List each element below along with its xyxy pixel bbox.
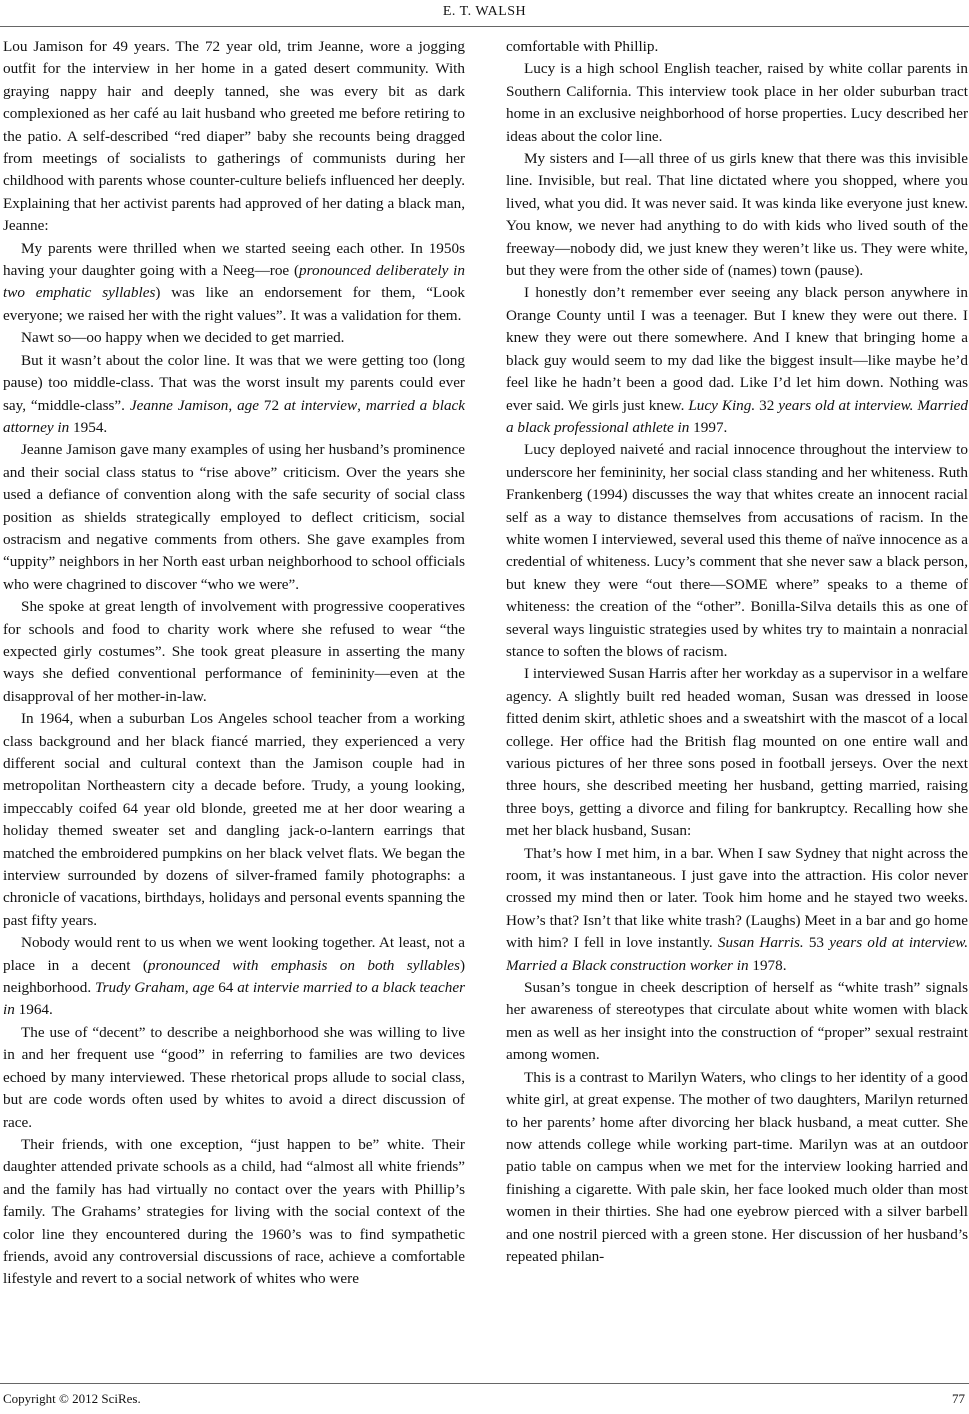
right-column <box>506 36 968 1268</box>
quote-paragraph: My sisters and I—all three of us girls knew that there was this invisible line. Invisible, but real. That line dictated where you shopped, where you lived, what you did. It was never said. It was kinda like everyone just knew. You know, we never had anything to do with kids who lived south of the freeway—nobody did, we just knew they weren’t like us. They were white, but they were from the other side of (names) town (pause). <box>506 150 968 280</box>
paragraph: I interviewed Susan Harris after her workday as a supervisor in a welfare agency. A slightly built red headed woman, Susan was dressed in loose fitted denim skirt, athletic shoes and a sweatshirt with the mascot of a local college. Her office had the British flag mounted on one entire wall and various pictures of her three sons posed in football jerseys. Over the next three hours, she described meeting her husband, getting married, raising three boys, getting a divorce and filing for bankruptcy. Recalling how she met her black husband, Susan: <box>506 665 968 840</box>
paragraph: Lou Jamison for 49 years. The 72 year old, trim Jeanne, wore a jogging outfit for the interview in her home in a gated desert community. With graying nappy hair and deeply tanned, she was every bit as dark complexioned as her café au lait husband who greeted me before retiring to the patio. A self-described “red diaper” baby she recounts being dragged from meetings of socialists to gatherings of communists during her childhood with parents whose counter-culture beliefs influenced her deeply. Explaining that her activist parents had approved of her dating a black man, Jeanne: <box>3 38 465 235</box>
paragraph: She spoke at great length of involvement with progressive cooperatives for schools and food to charity work where she refused to wear “the expected girly costumes”. She took great pleasure in asserting the many ways she defied conventional performance of femininity—even at the disapproval of her mother-in-law. <box>3 598 465 705</box>
left-column <box>3 36 465 1291</box>
footer-rule <box>0 1383 969 1384</box>
quote-paragraph: My parents were thrilled when we started seeing each other. In 1950s having your daughter going with a Neeg—roe (pronounced deliberately in two emphatic syllables) was like an endorsement for them, “Look everyone; we raised her with the right values”. It was a validation for them. <box>3 239 465 324</box>
quote-paragraph: Nawt so—oo happy when we decided to get married. <box>21 329 345 347</box>
paragraph: This is a contrast to Marilyn Waters, who clings to her identity of a good white girl, at great expense. The mother of two daughters, Marilyn returned to her parents’ home after divorcing her black husband, a meat cutter. She now attends college while working part-time. Marilyn was at an outdoor patio table on campus when we met for the interview looking harried and finishing a cigarette. With pale skin, her face looked much older than most women in their thirties. She had one eyebrow pierced with a silver barbell and one nostril pierced with a green stone. Her discussion of her husband’s repeated philan- <box>506 1068 968 1265</box>
paragraph: The use of “decent” to describe a neighborhood she was willing to live in and her frequent use “good” in referring to families are two devices echoed by many interviewed. These rhetorical props allude to social class, but are code words often used by whites to avoid a direct discussion of race. <box>3 1023 465 1131</box>
page-number: 77 <box>952 1391 965 1406</box>
quote-paragraph: Nobody would rent to us when we went looking together. At least, not a place in a decent (pronounced with emphasis on both syllables) neighborhood. Trudy Graham, age 64 at intervie married to a black teacher in 1964. <box>3 934 466 1019</box>
quote-paragraph: I honestly don’t remember ever seeing any black person anywhere in Orange County until I was a teenager. But I knew they were out there. I knew they were out there somewhere. And I knew that bringing home a black guy would seem to my dad like the biggest insult—like maybe he’d feel like he hadn’t been a good dad. Like I’d let him down. Nothing was ever said. We girls just knew. Lucy King. 32 years old at interview. Married a black professional athlete in 1997. <box>506 284 968 436</box>
paragraph: comfortable with Phillip. <box>506 38 659 55</box>
quote-paragraph: But it wasn’t about the color line. It was that we were getting too (long pause) too middle-class. That was the worst insult my parents could ever say, “middle-class”. Jeanne Jamison, age 72 at interview, married a black attorney in 1954. <box>3 351 466 436</box>
running-head: E. T. WALSH <box>442 4 527 19</box>
quote-paragraph: That’s how I met him, in a bar. When I saw Sydney that night across the room, it was instantaneous. I just gave into the attraction. His color never crossed my mind then or later. Took him home and he stayed two weeks. How’s that? Isn’t that like white trash? (Laughs) Meet in a bar and go home with him? I fell in love instantly. Susan Harris. 53 years old at interview. Married a Black construction worker in 1978. <box>506 844 968 974</box>
header-rule <box>0 26 969 27</box>
copyright-notice: Copyright © 2012 SciRes. <box>3 1391 141 1406</box>
paragraph: Lucy deployed naiveté and racial innocence throughout the interview to underscore her femininity, her social class standing and her whiteness. Ruth Frankenberg (1994) discusses the way that whites create an innocent racial self as a way to distance themselves from accusations of racism. In the white women I interviewed, several used this theme of naïve innocence as a credential of whiteness. Lucy’s comment that she never saw a black person, but knew they were “out there—SOME where” speaks to a theme of whiteness: the creation of the “other”. Bonilla-Silva details this as one of several ways linguistic strategies used by whites try to maintain a nonracial stance to soften the blows of racism. <box>506 441 968 660</box>
paragraph: Their friends, with one exception, “just happen to be” white. Their daughter attended private schools as a child, had “almost all white friends” and the family has had virtually no contact over the years with Phillip’s family. The Grahams’ strategies for living with the social context of the color line they encountered during the 1960’s was to find sympathetic friends, avoid any controversial discussions of race, achieve a comfortable lifestyle and revert to a social network of whites who were <box>3 1135 465 1288</box>
paragraph: Lucy is a high school English teacher, raised by white collar parents in Southern California. This interview took place in her older suburban tract home in an exclusive neighborhood of horse properties. Lucy described her ideas about the color line. <box>506 60 968 145</box>
paragraph: In 1964, when a suburban Los Angeles school teacher from a working class background and her black fiancé married, they experienced a very different social and cultural context than the Jamison couple had in metropolitan Northeastern city a decade before. Trudy, a young looking, impeccably coifed 64 year old blonde, greeted me at her door wearing a holiday themed sweater set and dangling jack-o-lantern earrings that matched the embroidered pumpkins on her black velvet flats. We began the interview surrounded by dozens of silver-framed family photographs: a chronicle of vacations, birthdays, holidays and personal events spanning the past fifty years. <box>3 710 465 929</box>
paragraph: Susan’s tongue in cheek description of herself as “white trash” signals her awareness of stereotypes that circulate about white women with black men as well as her insight into the construction of “proper” sexual restraint among women. <box>506 979 968 1064</box>
paragraph: Jeanne Jamison gave many examples of using her husband’s prominence and their social class status to “rise above” criticism. Over the years she used a defiance of convention along with the safe security of social class position as shields strategically employed to deflect criticism, social ostracism and negative comments from others. She gave examples from “uppity” neighbors in her North east urban neighborhood to school officials who were chagrined to discover “who we were”. <box>3 441 465 593</box>
